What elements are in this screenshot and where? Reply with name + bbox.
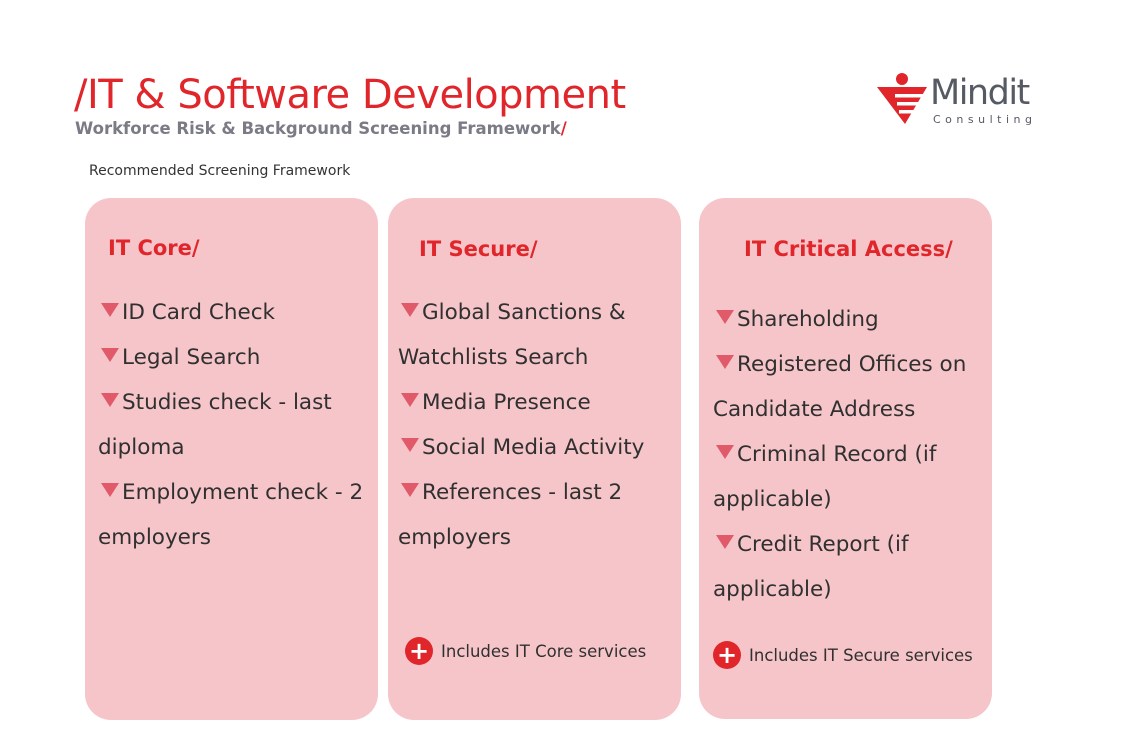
service-list xyxy=(98,290,372,560)
card-it-core xyxy=(85,198,378,720)
triangle-bullet-icon xyxy=(401,438,419,452)
card-title: IT Secure/ xyxy=(419,237,538,261)
list-item-label: Criminal Record (if applicable) xyxy=(713,442,937,512)
triangle-bullet-icon xyxy=(401,303,419,317)
list-item-label: Shareholding xyxy=(737,307,879,332)
list-item-label: Studies check - last diploma xyxy=(98,390,332,460)
list-item-label: Social Media Activity xyxy=(422,435,645,460)
list-item xyxy=(398,380,675,425)
list-item-label: Employment check - 2 employers xyxy=(98,480,364,550)
includes-note xyxy=(713,641,973,669)
triangle-bullet-icon xyxy=(716,355,734,369)
list-item-label: Global Sanctions & Watchlists Search xyxy=(398,300,626,370)
list-item-label: Registered Offices on Candidate Address xyxy=(713,352,967,422)
list-item xyxy=(713,342,986,432)
mindit-figure-logo-icon xyxy=(875,72,933,132)
page-subtitle xyxy=(75,119,567,138)
list-item-label: Credit Report (if applicable) xyxy=(713,532,909,602)
list-item xyxy=(713,432,986,522)
triangle-bullet-icon xyxy=(401,483,419,497)
list-item-label: Media Presence xyxy=(422,390,591,415)
list-item xyxy=(713,522,986,612)
service-list xyxy=(398,290,675,560)
includes-text: Includes IT Secure services xyxy=(749,645,973,665)
card-title: IT Core/ xyxy=(108,236,200,260)
logo-name: Mindit xyxy=(930,73,1029,113)
page-title: /IT & Software Development xyxy=(74,72,626,118)
subtitle-text: Workforce Risk & Background Screening Framework xyxy=(75,119,561,138)
card-it-critical-access xyxy=(699,198,992,719)
triangle-bullet-icon xyxy=(716,445,734,459)
triangle-bullet-icon xyxy=(716,310,734,324)
triangle-bullet-icon xyxy=(716,535,734,549)
triangle-bullet-icon xyxy=(101,483,119,497)
triangle-bullet-icon xyxy=(401,393,419,407)
list-item-label: ID Card Check xyxy=(122,300,275,325)
company-logo xyxy=(875,72,1050,132)
logo-tagline: Consulting xyxy=(933,113,1037,126)
includes-note xyxy=(405,637,646,665)
section-label: Recommended Screening Framework xyxy=(89,163,351,179)
list-item xyxy=(398,425,675,470)
plus-icon: + xyxy=(713,641,741,669)
list-item-label: References - last 2 employers xyxy=(398,480,623,550)
list-item xyxy=(98,290,372,335)
plus-icon: + xyxy=(405,637,433,665)
card-title: IT Critical Access/ xyxy=(744,237,953,261)
list-item xyxy=(398,290,675,380)
list-item xyxy=(398,470,675,560)
list-item xyxy=(98,380,372,470)
list-item-label: Legal Search xyxy=(122,345,261,370)
list-item xyxy=(713,297,986,342)
triangle-bullet-icon xyxy=(101,303,119,317)
triangle-bullet-icon xyxy=(101,348,119,362)
card-it-secure xyxy=(388,198,681,720)
includes-text: Includes IT Core services xyxy=(441,641,647,661)
triangle-bullet-icon xyxy=(101,393,119,407)
subtitle-slash: / xyxy=(560,119,567,138)
list-item xyxy=(98,335,372,380)
service-list xyxy=(713,297,986,612)
list-item xyxy=(98,470,372,560)
